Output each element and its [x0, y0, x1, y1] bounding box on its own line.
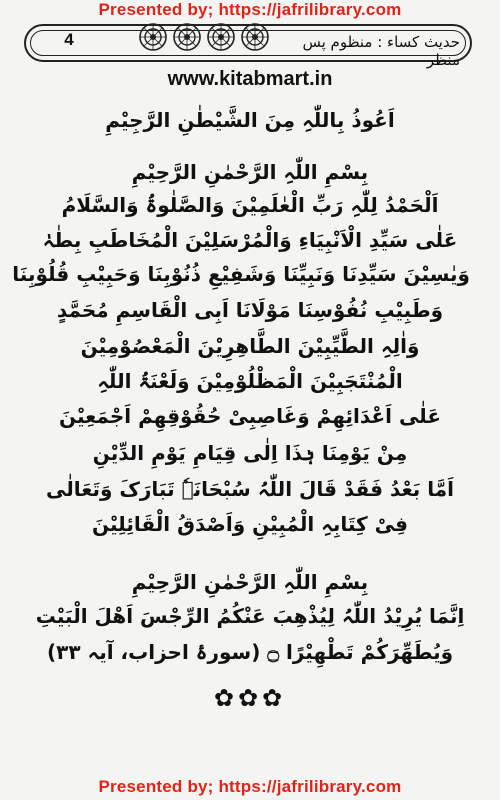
- site-url: www.kitabmart.in: [167, 68, 333, 90]
- text-line: فِیْ کِتَابِہِ الْمُبِیْنِ وَاَصْدَقُ الْقَائِلِیْنَ: [92, 512, 408, 536]
- footer-ornament-icon: ✿✿✿: [213, 684, 287, 712]
- rosette-ornament-icon: [240, 22, 270, 52]
- quran-verse-line: اِنَّمَا یُرِیْدُ اللّٰہُ لِیُذْهِبَ عَنْکُمُ الرِّجْسَ اَهْلَ الْبَیْتِ: [35, 604, 465, 628]
- text-line: مِنْ یَوْمِنَا ہٰذَا اِلٰی قِیَامِ یَوْمِ الدِّیْنِ: [92, 441, 408, 465]
- basmala-line: بِسْمِ اللّٰہِ الرَّحْمٰنِ الرَّحِیْمِ: [131, 570, 369, 594]
- text-line: اَلْحَمْدُ لِلّٰہِ رَبِّ الْعٰلَمِیْنَ وَالصَّلٰوۃُ وَالسَّلَامُ: [61, 193, 439, 217]
- text-line: الْمُنْتَجَبِیْنَ الْمَظْلُوْمِیْنَ وَلَعْنَۃُ اللّٰہِ: [97, 369, 403, 393]
- text-line: وَطَبِیْبِ نُفُوْسِنَا مَوْلَانَا اَبِی الْقَاسِمِ مُحَمَّدٍ: [56, 298, 444, 322]
- taawwudh-line: اَعُوذُ بِاللّٰہِ مِنَ الشَّیْطٰنِ الرَّجِیْمِ: [105, 108, 395, 132]
- text-line: اَمَّا بَعْدُ فَقَدْ قَالَ اللّٰہُ سُبْحَانَہٗ تَبَارَکَ وَتَعَالٰی: [45, 477, 455, 501]
- watermark-bottom: Presented by; https://jafrilibrary.com: [98, 777, 402, 796]
- watermark-top: Presented by; https://jafrilibrary.com: [98, 0, 402, 19]
- page-number: 4: [64, 30, 74, 49]
- text-line: وَاٰلِہِ الطَّیِّبِیْنَ الطَّاهِرِیْنَ الْمَعْصُوْمِیْنَ: [80, 334, 420, 358]
- text-line: وَیٰسِیْنَ سَیِّدِنَا وَنَبِیِّنَا وَشَفِیْعِ ذُنُوْبِنَا وَحَبِیْبِ قُلُوْبِنَا: [12, 262, 470, 286]
- text-line: عَلٰی اَعْدَائِهِمْ وَغَاصِبِیْ حُقُوْقِهِمْ اَجْمَعِیْنَ: [58, 404, 442, 428]
- rosette-ornament-icon: [206, 22, 236, 52]
- text-line: عَلٰی سَیِّدِ الْاَنْبِیَاءِ وَالْمُرْسَلِیْنَ الْمُخَاطَبِ بِطٰہٰ: [42, 228, 458, 252]
- running-head: حدیث کساء : منظوم پس منظر: [302, 33, 460, 69]
- quran-verse-line: وَیُطَهِّرَکُمْ تَطْهِیْرًا ۝ (سورۂ احزاب، آیہ ۳۳): [46, 640, 454, 664]
- rosette-ornament-icon: [172, 22, 202, 52]
- rosette-ornament-icon: [138, 22, 168, 52]
- text-line: بِسْمِ اللّٰہِ الرَّحْمٰنِ الرَّحِیْمِ: [131, 160, 369, 184]
